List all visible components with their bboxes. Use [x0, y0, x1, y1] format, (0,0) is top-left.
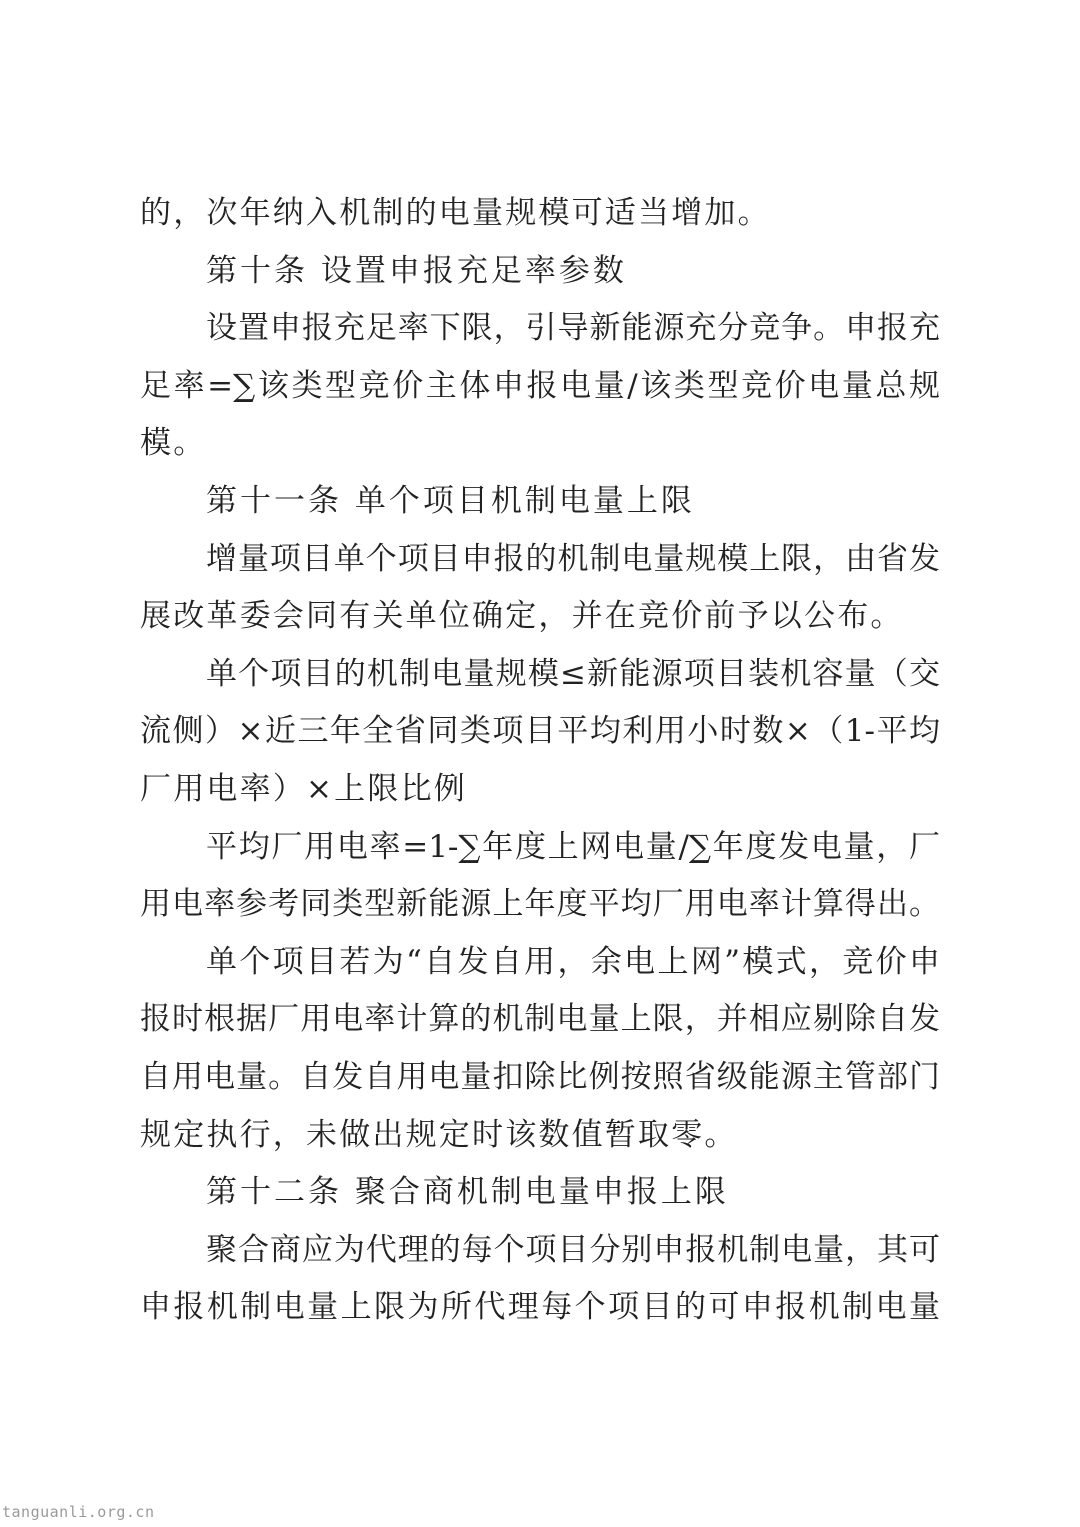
text-line: 的，次年纳入机制的电量规模可适当增加。 [140, 195, 771, 231]
text-line: 规定执行，未做出规定时该数值暂取零。 [140, 1116, 738, 1153]
text-line: 模。 [140, 425, 207, 462]
text-line: 单个项目的机制电量规模≤新能源项目装机容量（交 [206, 655, 940, 692]
text-line: 自用电量。自发自用电量扣除比例按照省级能源主管部门 [140, 1058, 940, 1095]
document-body [140, 185, 940, 1337]
text-line: 足率=∑该类型竞价主体申报电量/该类型竞价电量总规 [140, 367, 940, 404]
text-line: 用电率参考同类型新能源上年度平均厂用电率计算得出。 [140, 886, 940, 923]
text-line: 申报机制电量上限为所代理每个项目的可申报机制电量 [140, 1289, 940, 1326]
text-line: 展改革委会同有关单位确定，并在竞价前予以公布。 [140, 598, 904, 635]
text-line: 单个项目若为“自发自用，余电上网”模式，竞价申 [206, 943, 940, 980]
text-line: 增量项目单个项目申报的机制电量规模上限，由省发 [206, 540, 940, 577]
article-heading-10: 第十条 设置申报充足率参数 [206, 252, 627, 289]
text-line: 流侧）×近三年全省同类项目平均利用小时数×（1-平均 [140, 713, 940, 750]
text-line: 设置申报充足率下限，引导新能源充分竞争。申报充 [206, 310, 940, 347]
text-line: 聚合商应为代理的每个项目分别申报机制电量，其可 [206, 1231, 940, 1268]
article-heading-12: 第十二条 聚合商机制电量申报上限 [206, 1174, 729, 1211]
text-line: 报时根据厂用电率计算的机制电量上限，并相应剔除自发 [140, 1001, 940, 1038]
article-heading-11: 第十一条 单个项目机制电量上限 [206, 482, 695, 519]
text-line: 厂用电率）×上限比例 [140, 770, 467, 807]
text-line: 平均厂用电率=1-∑年度上网电量/∑年度发电量，厂 [206, 828, 940, 865]
site-watermark: tanguanli.org.cn [2, 1503, 155, 1521]
